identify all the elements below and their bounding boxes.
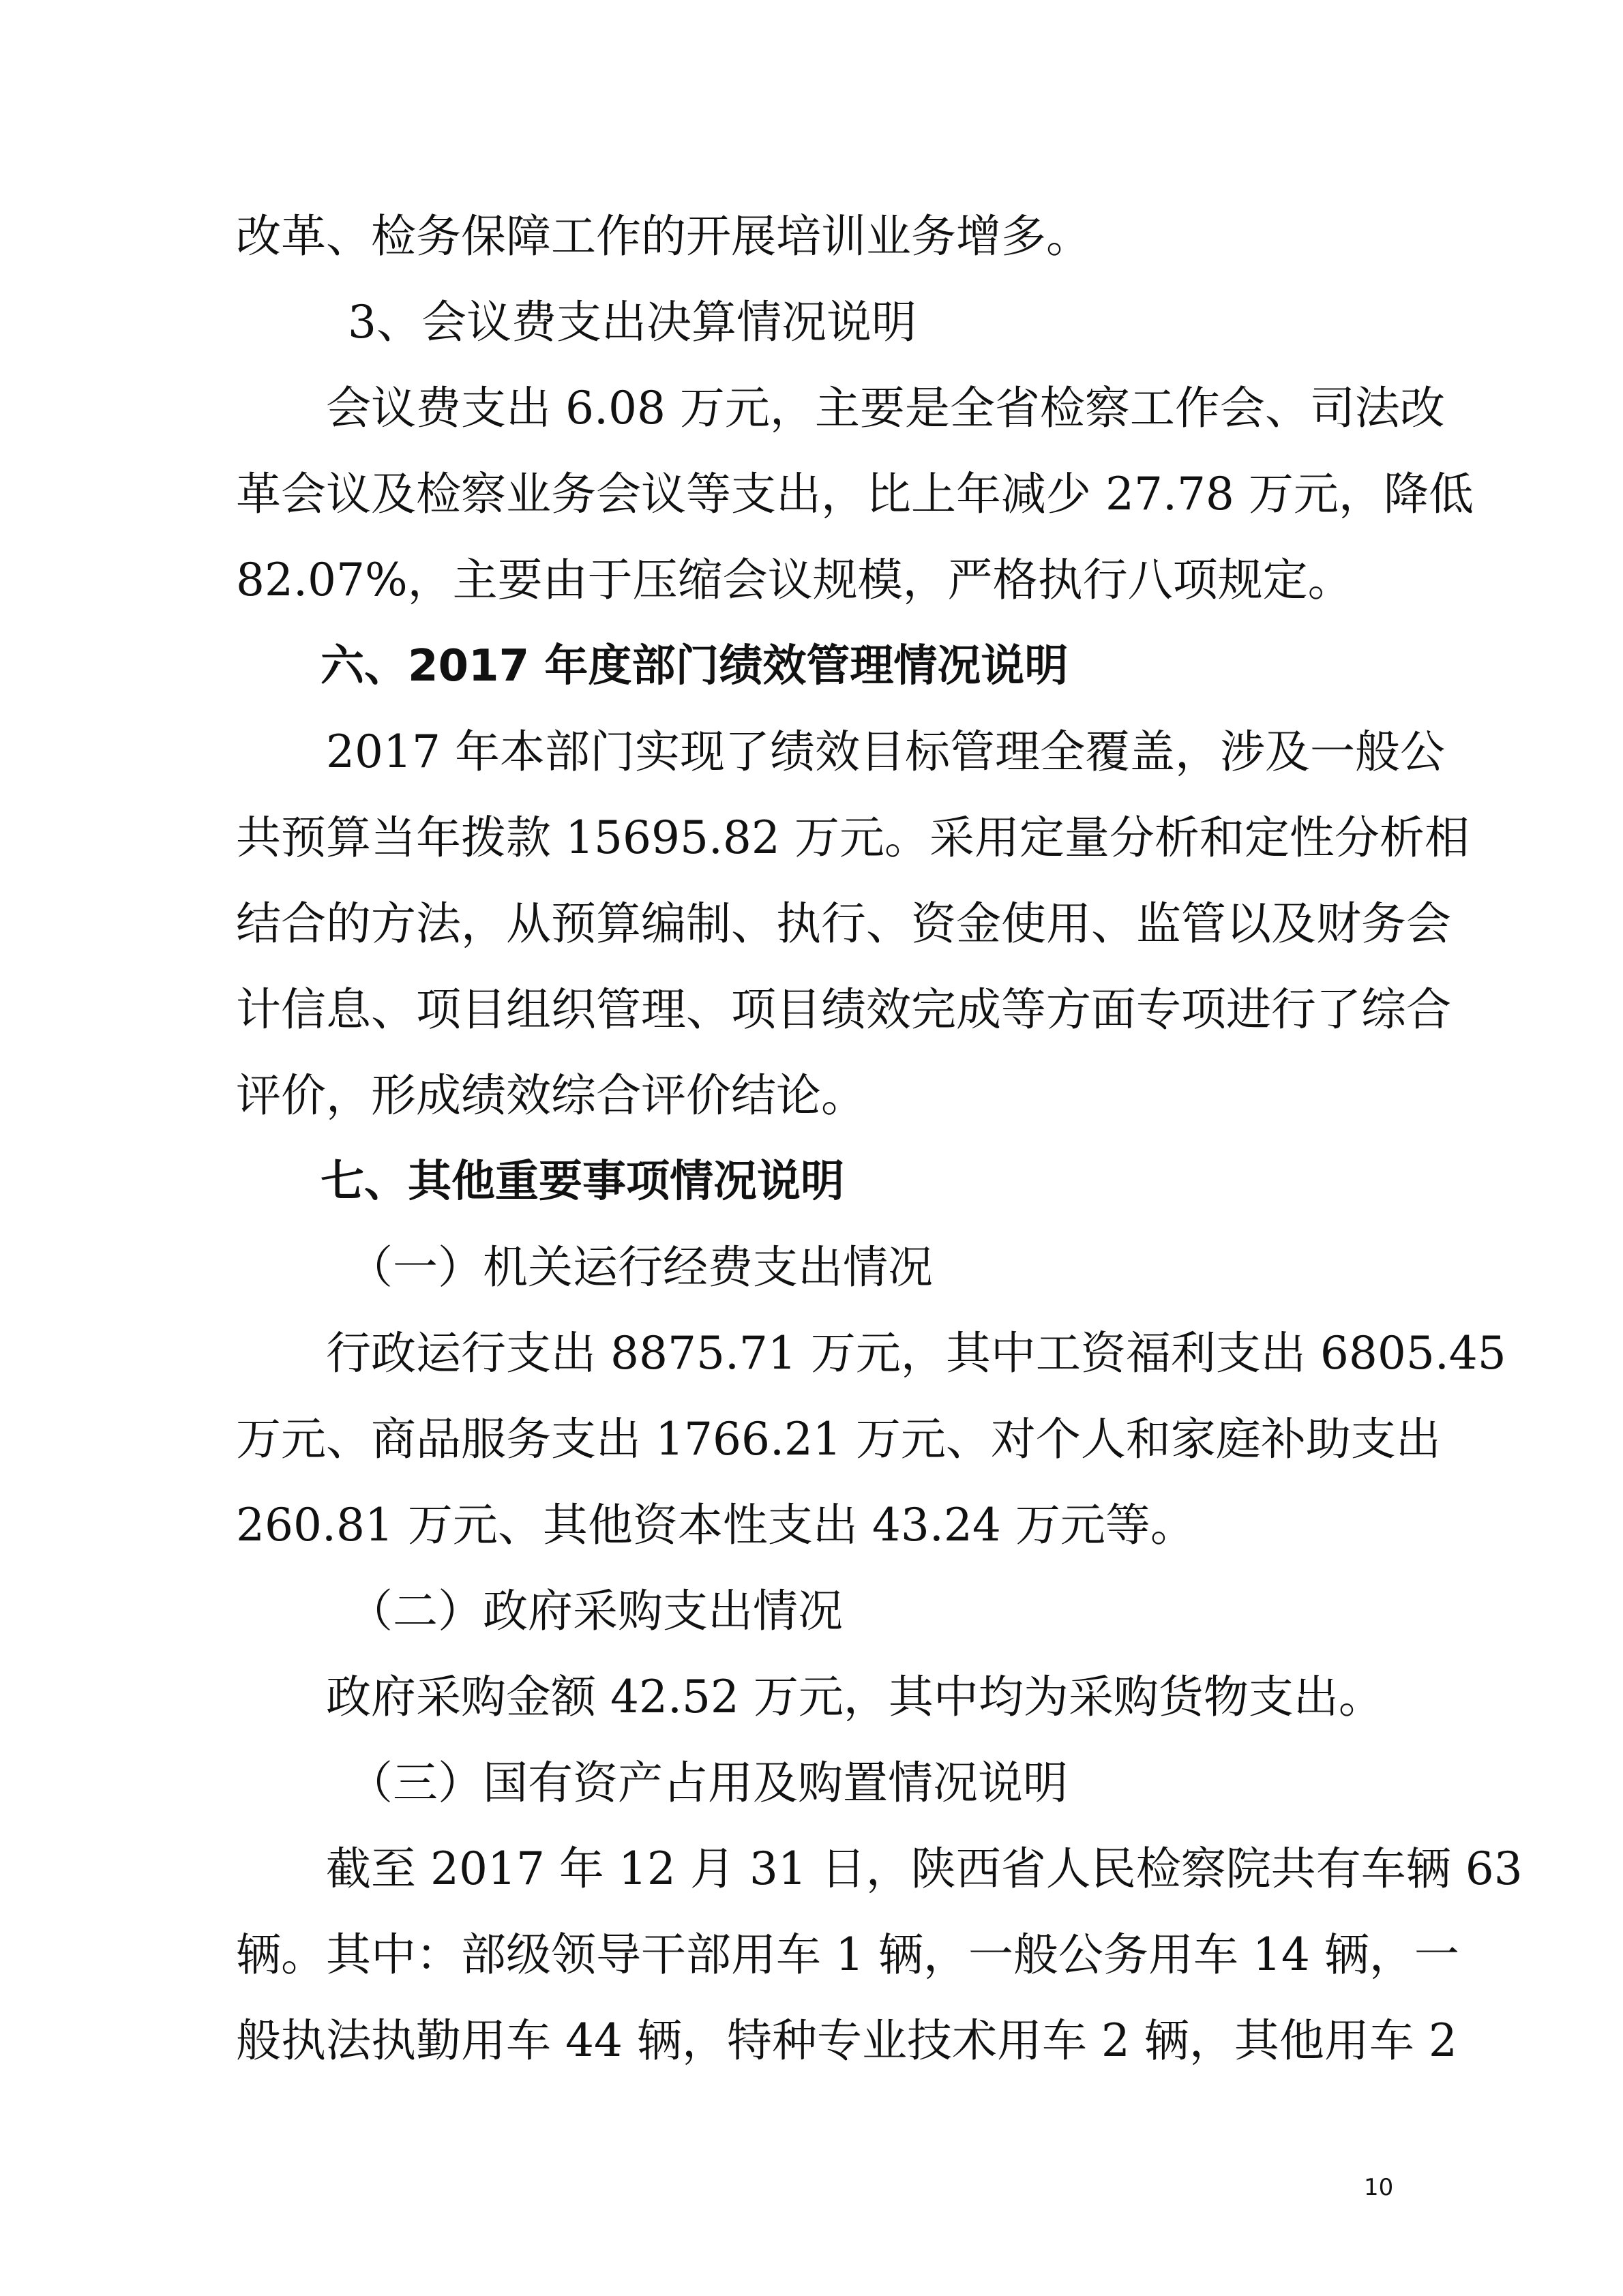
paragraph-line: 评价，形成绩效综合评价结论。 [236, 1069, 866, 1122]
subsection-title: （二）政府采购支出情况 [348, 1585, 843, 1637]
paragraph-line: 82.07%，主要由于压缩会议规模，严格执行八项规定。 [236, 554, 1353, 606]
paragraph-line: 万元、商品服务支出 1766.21 万元、对个人和家庭补助支出 [236, 1413, 1441, 1465]
paragraph-line: 行政运行支出 8875.71 万元，其中工资福利支出 6805.45 [326, 1327, 1506, 1380]
paragraph-line: 260.81 万元、其他资本性支出 43.24 万元等。 [236, 1499, 1195, 1551]
paragraph-line: 2017 年本部门实现了绩效目标管理全覆盖，涉及一般公 [326, 726, 1445, 778]
paragraph-line: 改革、检务保障工作的开展培训业务增多。 [236, 210, 1091, 263]
paragraph-line: 政府采购金额 42.52 万元，其中均为采购货物支出。 [326, 1671, 1384, 1723]
subsection-title: （一）机关运行经费支出情况 [348, 1241, 933, 1294]
paragraph-line: 截至 2017 年 12 月 31 日，陕西省人民检察院共有车辆 63 [326, 1843, 1523, 1895]
paragraph-line: 共预算当年拨款 15695.82 万元。采用定量分析和定性分析相 [236, 811, 1470, 864]
subsection-title: 3、会议费支出决算情况说明 [348, 296, 917, 348]
paragraph-line: 结合的方法，从预算编制、执行、资金使用、监管以及财务会 [236, 897, 1451, 950]
paragraph-line: 计信息、项目组织管理、项目绩效完成等方面专项进行了综合 [236, 983, 1451, 1036]
subsection-title: （三）国有资产占用及购置情况说明 [348, 1757, 1068, 1809]
paragraph-line: 般执法执勤用车 44 辆，特种专业技术用车 2 辆，其他用车 2 [236, 2014, 1457, 2067]
paragraph-line: 会议费支出 6.08 万元，主要是全省检察工作会、司法改 [326, 382, 1445, 434]
section-heading: 六、2017 年度部门绩效管理情况说明 [321, 641, 1069, 691]
section-heading: 七、其他重要事项情况说明 [321, 1157, 844, 1207]
paragraph-line: 辆。其中：部级领导干部用车 1 辆，一般公务用车 14 辆，一 [236, 1928, 1459, 1981]
page-number: 10 [1364, 2174, 1394, 2201]
paragraph-line: 革会议及检察业务会议等支出，比上年减少 27.78 万元，降低 [236, 468, 1474, 520]
